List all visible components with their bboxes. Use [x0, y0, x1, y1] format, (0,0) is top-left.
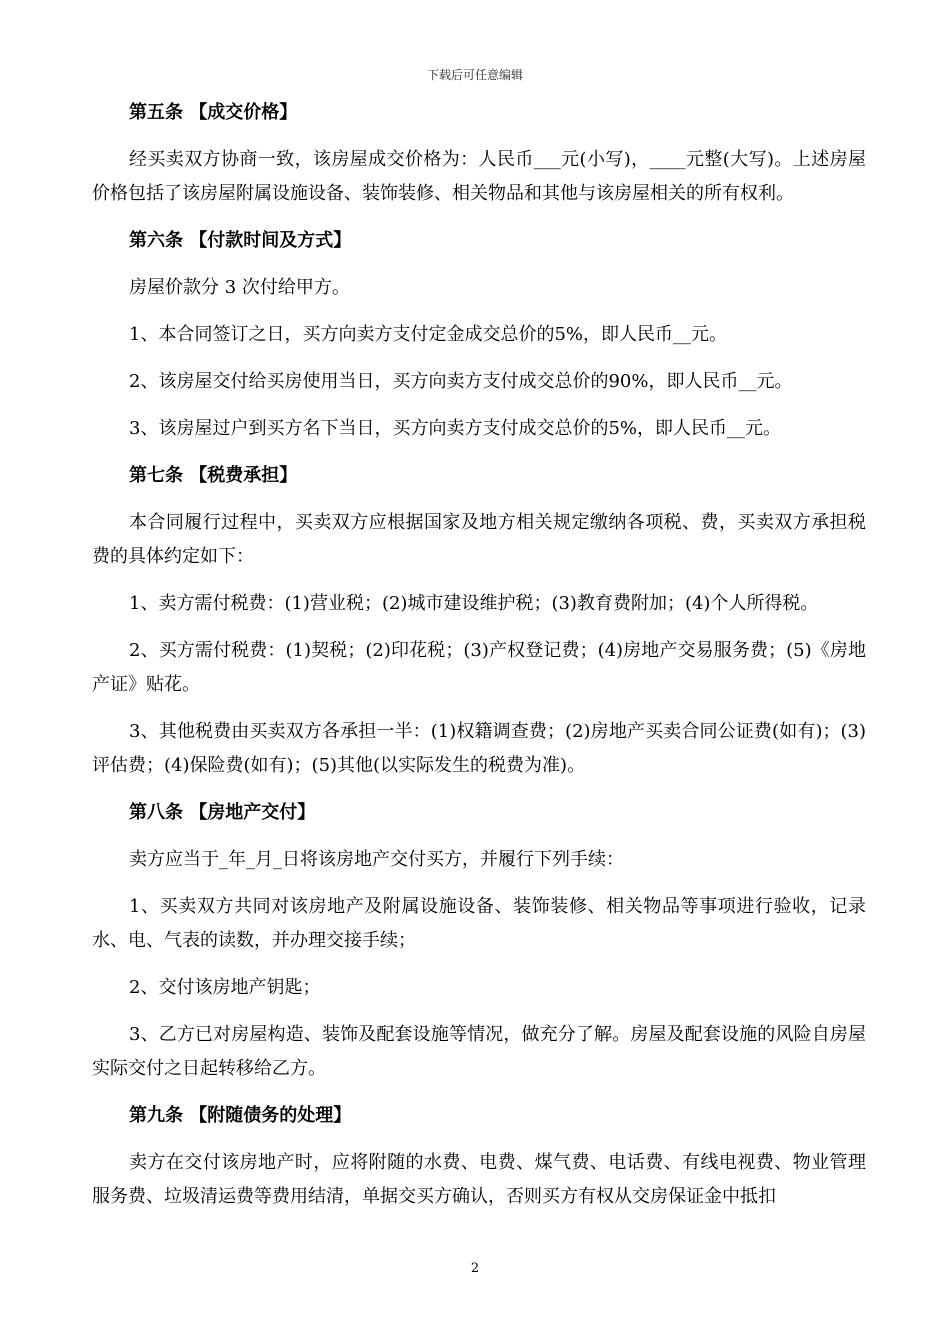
- paragraph-payment-2: 2、该房屋交付给买房使用当日，买方向卖方支付成交总价的90%，即人民币__元。: [129, 371, 793, 392]
- paragraph-debts: 卖方在交付该房地产时，应将附随的水费、电费、煤气费、电话费、有线电视费、物业管理服务费、垃圾清运费等费用结清，单据交买方确认，否则买方有权从交房保证金中抵扣: [92, 1152, 866, 1207]
- paragraph-tax-seller: 1、卖方需付税费：(1)营业税；(2)城市建设维护税；(3)教育费附加；(4)个人所得税。: [129, 593, 819, 614]
- paragraph-delivery-intro: 卖方应当于_年_月_日将该房地产交付买方，并履行下列手续：: [129, 849, 624, 870]
- paragraph-installments: 房屋价款分 3 次付给甲方。: [129, 277, 350, 298]
- section-heading-5: 第五条 【成交价格】: [129, 102, 298, 123]
- section-heading-8: 第八条 【房地产交付】: [129, 802, 316, 823]
- paragraph-delivery-1: 1、买卖双方共同对该房地产及附属设施设备、装饰装修、相关物品等事项进行验收，记录水、电、气表的读数，并办理交接手续；: [92, 896, 866, 951]
- paragraph-tax-buyer: 2、买方需付税费：(1)契税；(2)印花税；(3)产权登记费；(4)房地产交易服务费；(5)《房地产证》贴花。: [92, 640, 866, 695]
- paragraph-tax-intro: 本合同履行过程中，买卖双方应根据国家及地方相关规定缴纳各项税、费，买卖双方承担税费的具体约定如下：: [92, 512, 866, 567]
- paragraph-payment-1: 1、本合同签订之日，买方向卖方支付定金成交总价的5%，即人民币__元。: [129, 324, 728, 345]
- section-heading-9: 第九条 【附随债务的处理】: [129, 1105, 352, 1126]
- paragraph-delivery-2: 2、交付该房地产钥匙；: [129, 977, 321, 998]
- paragraph-delivery-3: 3、乙方已对房屋构造、装饰及配套设施等情况，做充分了解。房屋及配套设施的风险自房屋实际交付之日起转移给乙方。: [92, 1024, 866, 1079]
- page-header: 下载后可任意编辑: [426, 68, 523, 82]
- paragraph-tax-shared: 3、其他税费由买卖双方各承担一半：(1)权籍调查费；(2)房地产买卖合同公证费(如有)；(3)评估费；(4)保险费(如有)；(5)其他(以实际发生的税费为准)。: [92, 721, 866, 776]
- paragraph-payment-3: 3、该房屋过户到买方名下当日，买方向卖方支付成交总价的5%，即人民币__元。: [129, 418, 782, 439]
- paragraph-price: 经买卖双方协商一致，该房屋成交价格为：人民币___元(小写)，____元整(大写)。上述房屋价格包括了该房屋附属设施设备、装饰装修、相关物品和其他与该房屋相关的所有权利。: [92, 149, 866, 204]
- document-body: [92, 96, 866, 1227]
- page-number: 2: [470, 1261, 480, 1276]
- section-heading-6: 第六条 【付款时间及方式】: [129, 230, 352, 251]
- section-heading-7: 第七条 【税费承担】: [129, 465, 298, 486]
